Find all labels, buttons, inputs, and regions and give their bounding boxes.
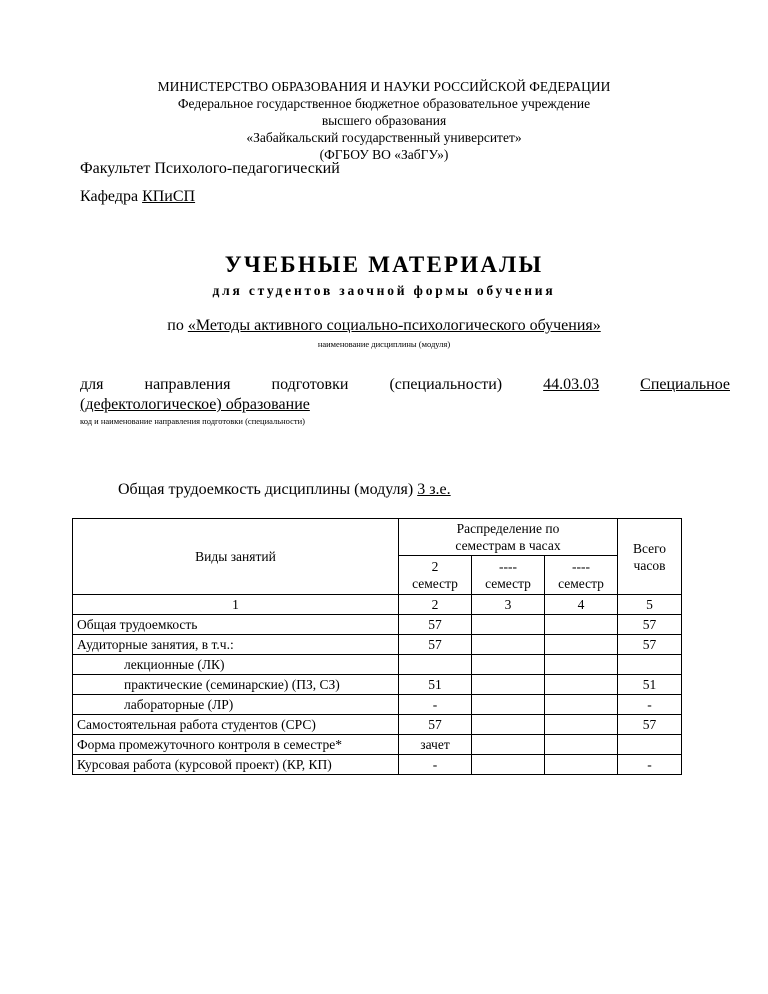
faculty-label: Факультет [80, 160, 151, 177]
discipline-prefix: по [167, 317, 184, 334]
education-level: высшего образования [321, 113, 447, 128]
table-cell [472, 675, 545, 695]
row-label: Самостоятельная работа студентов (СРС) [73, 715, 399, 735]
table-cell: 57 [399, 615, 472, 635]
table-cell [472, 715, 545, 735]
semester-header-cell [399, 556, 472, 595]
table-header-row [73, 519, 682, 556]
table-cell: - [399, 695, 472, 715]
direction-caption: код и наименование направления подготовки (специальности) [80, 416, 305, 426]
table-cell [545, 675, 618, 695]
discipline-caption: наименование дисциплины (модуля) [317, 339, 451, 349]
semester-header-cell [472, 556, 545, 595]
direction-line [80, 376, 730, 394]
table-cell [472, 695, 545, 715]
table-cell: 57 [618, 635, 682, 655]
table-row [73, 635, 682, 655]
table-cell [472, 615, 545, 635]
col-header-total: Всего часов [618, 519, 682, 595]
workload-value: 3 з.е. [417, 481, 451, 498]
semester-word: семестр [485, 576, 531, 591]
workload-line [118, 481, 451, 499]
table-cell: 57 [618, 715, 682, 735]
faculty-value: Психолого-педагогический [154, 160, 340, 177]
department-label: Кафедра [80, 188, 139, 205]
table-cell [545, 635, 618, 655]
table-cell: 2 [399, 595, 472, 615]
row-label: практические (семинарские) (ПЗ, СЗ) [73, 675, 399, 695]
table-cell: 51 [399, 675, 472, 695]
table-row [73, 655, 682, 675]
semester-word: семестр [412, 576, 458, 591]
direction-word: (специальности) [389, 376, 503, 393]
table-cell [545, 735, 618, 755]
row-label: Курсовая работа (курсовой проект) (КР, КП) [73, 755, 399, 775]
table-cell: 4 [545, 595, 618, 615]
table-row [73, 735, 682, 755]
workload-label: Общая трудоемкость дисциплины (модуля) [118, 481, 414, 498]
semester-number: 2 [431, 559, 439, 574]
direction-word: для [80, 376, 104, 393]
institution-type: Федеральное государственное бюджетное образовательное учреждение [177, 96, 591, 111]
table-row [73, 615, 682, 635]
row-label: лекционные (ЛК) [73, 655, 399, 675]
discipline-line [0, 317, 768, 335]
table-cell [545, 655, 618, 675]
row-label: Аудиторные занятия, в т.ч.: [73, 635, 399, 655]
table-cell: 51 [618, 675, 682, 695]
col-header-semester-dist: Распределение по семестрам в часах [399, 519, 618, 556]
ministry-name: МИНИСТЕРСТВО ОБРАЗОВАНИЯ И НАУКИ РОССИЙСКОЙ ФЕДЕРАЦИИ [157, 79, 611, 94]
table-row [73, 675, 682, 695]
discipline-name: «Методы активного социально-психологического обучения» [187, 317, 601, 334]
table-cell [472, 635, 545, 655]
table-cell: зачет [399, 735, 472, 755]
direction-word: подготовки [271, 376, 349, 393]
direction-word: Специальное [640, 376, 730, 393]
table-cell: 5 [618, 595, 682, 615]
table-cell [618, 655, 682, 675]
direction-code: 44.03.03 [543, 376, 600, 393]
university-name: «Забайкальский государственный университет» [246, 130, 522, 145]
table-cell [545, 755, 618, 775]
semester-number: ---- [499, 559, 517, 574]
direction-word: направления [144, 376, 231, 393]
semester-word: семестр [558, 576, 604, 591]
document-title: УЧЕБНЫЕ МАТЕРИАЛЫ [224, 252, 544, 277]
col-header-activity: Виды занятий [73, 519, 399, 595]
table-cell [472, 735, 545, 755]
table-row [73, 715, 682, 735]
table-row [73, 695, 682, 715]
hours-table [72, 518, 682, 775]
table-cell: 57 [399, 715, 472, 735]
table-cell: 3 [472, 595, 545, 615]
document-subtitle: для студентов заочной формы обучения [212, 283, 556, 298]
semester-header-cell [545, 556, 618, 595]
table-cell: - [618, 695, 682, 715]
department-value: КПиСП [142, 188, 196, 205]
row-label: Общая трудоемкость [73, 615, 399, 635]
table-row [73, 755, 682, 775]
department-line [80, 188, 195, 206]
table-cell: 1 [73, 595, 399, 615]
faculty-line [80, 160, 340, 178]
table-cell: 57 [399, 635, 472, 655]
table-cell: - [618, 755, 682, 775]
semester-number: ---- [572, 559, 590, 574]
row-label: Форма промежуточного контроля в семестре* [73, 735, 399, 755]
table-cell: - [399, 755, 472, 775]
table-cell [472, 655, 545, 675]
table-cell [545, 715, 618, 735]
university-abbrev: (ФГБОУ ВО «ЗабГУ») [319, 147, 449, 162]
table-number-row [73, 595, 682, 615]
table-cell [472, 755, 545, 775]
table-cell [618, 735, 682, 755]
table-cell [545, 615, 618, 635]
table-cell [545, 695, 618, 715]
table-cell: 57 [618, 615, 682, 635]
direction-name-line2: (дефектологическое) образование [80, 396, 310, 413]
table-cell [399, 655, 472, 675]
row-label: лабораторные (ЛР) [73, 695, 399, 715]
